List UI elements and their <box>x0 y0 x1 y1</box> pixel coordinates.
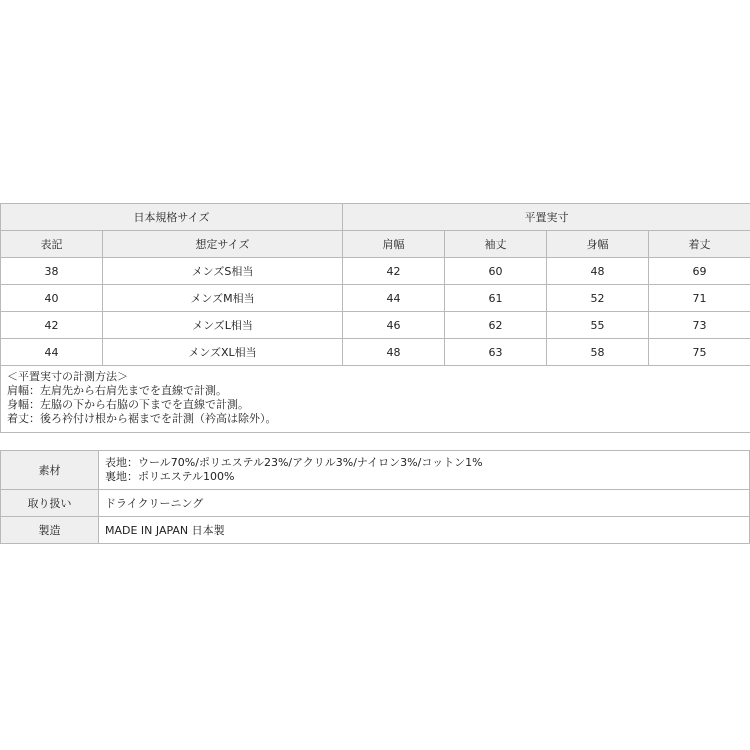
table-row <box>1 339 750 366</box>
material-row <box>1 451 750 490</box>
column-header-sleeve: 袖丈 <box>445 231 547 258</box>
table-cell: 62 <box>445 312 547 339</box>
column-header-label: 表記 <box>1 231 103 258</box>
table-cell: 75 <box>649 339 750 366</box>
table-cell: メンズM相当 <box>103 285 343 312</box>
table-cell: 44 <box>1 339 103 366</box>
flat-measure-group-header: 平置実寸 <box>343 204 750 231</box>
material-value <box>99 451 750 490</box>
measurement-notes-row <box>1 366 750 433</box>
table-cell: 42 <box>1 312 103 339</box>
care-value: ドライクリーニング <box>99 490 750 517</box>
made-label: 製造 <box>1 517 99 544</box>
table-cell: 55 <box>547 312 649 339</box>
table-cell: 40 <box>1 285 103 312</box>
table-cell: 58 <box>547 339 649 366</box>
material-lining: 裏地：ポリエステル100% <box>105 470 235 483</box>
table-cell: メンズL相当 <box>103 312 343 339</box>
table-cell: メンズXL相当 <box>103 339 343 366</box>
measurement-notes-title: ＜平置実寸の計測方法＞ <box>7 370 128 383</box>
care-label: 取り扱い <box>1 490 99 517</box>
column-header-chest: 身幅 <box>547 231 649 258</box>
table-cell: 52 <box>547 285 649 312</box>
table-cell: 63 <box>445 339 547 366</box>
table-row <box>1 312 750 339</box>
material-outer: 表地：ウール70%/ポリエステル23%/アクリル3%/ナイロン3%/コットン1% <box>105 456 483 469</box>
table-cell: 46 <box>343 312 445 339</box>
table-cell: 38 <box>1 258 103 285</box>
table-cell: 44 <box>343 285 445 312</box>
column-header-assumed-size: 想定サイズ <box>103 231 343 258</box>
column-header-length: 着丈 <box>649 231 750 258</box>
table-cell: 48 <box>547 258 649 285</box>
note-shoulder: 肩幅：左肩先から右肩先までを直線で計測。 <box>7 384 227 397</box>
table-cell: 71 <box>649 285 750 312</box>
made-value: MADE IN JAPAN 日本製 <box>99 517 750 544</box>
product-info-table <box>0 450 750 544</box>
material-label: 素材 <box>1 451 99 490</box>
table-cell: 73 <box>649 312 750 339</box>
note-length: 着丈：後ろ衿付け根から裾までを計測（衿高は除外）。 <box>7 412 277 425</box>
column-header-shoulder: 肩幅 <box>343 231 445 258</box>
size-table-group-header-row <box>1 204 750 231</box>
care-row <box>1 490 750 517</box>
size-table-column-header-row <box>1 231 750 258</box>
table-cell: メンズS相当 <box>103 258 343 285</box>
table-row <box>1 258 750 285</box>
table-cell: 42 <box>343 258 445 285</box>
size-table <box>0 203 750 433</box>
table-cell: 60 <box>445 258 547 285</box>
measurement-notes <box>1 366 750 433</box>
note-chest: 身幅：左脇の下から右脇の下までを直線で計測。 <box>7 398 249 411</box>
table-cell: 48 <box>343 339 445 366</box>
table-row <box>1 285 750 312</box>
table-cell: 61 <box>445 285 547 312</box>
made-row <box>1 517 750 544</box>
japan-size-group-header: 日本規格サイズ <box>1 204 343 231</box>
table-cell: 69 <box>649 258 750 285</box>
